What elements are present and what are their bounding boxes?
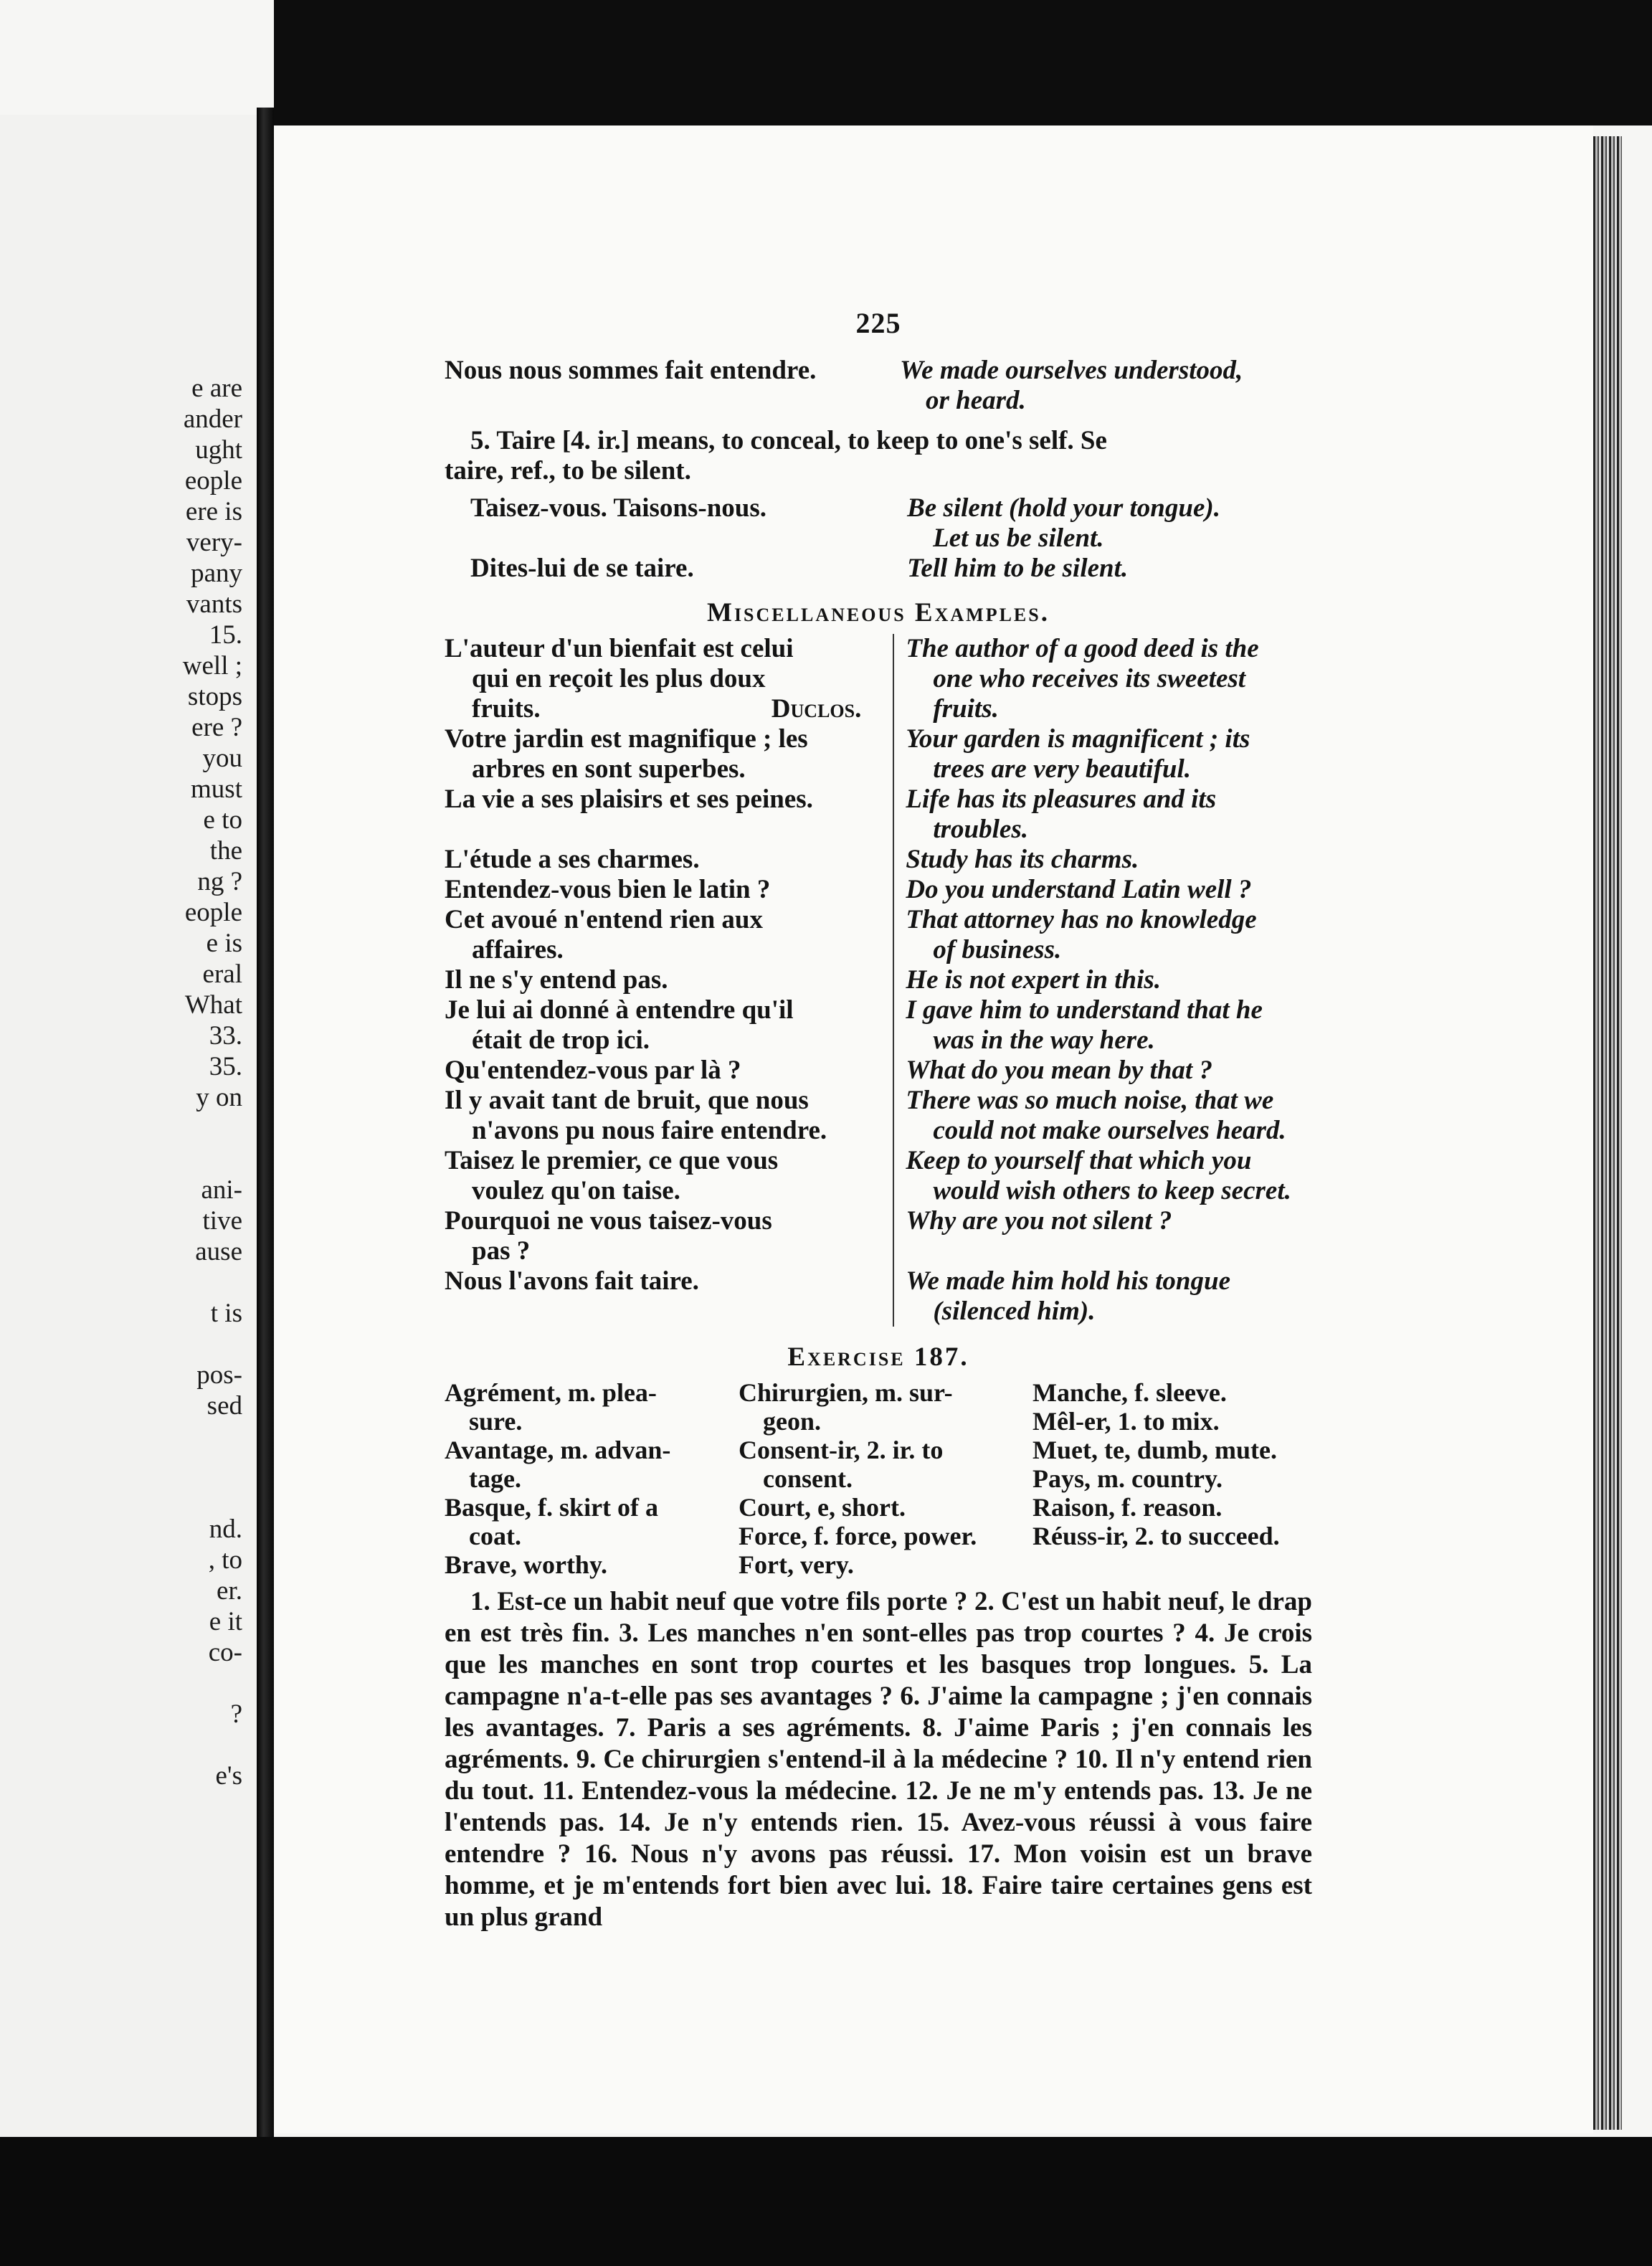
left-page-fragment: very- [186, 528, 242, 557]
vocab-entry: Consent-ir, 2. ir. to [739, 1436, 944, 1464]
vocab-entry: Fort, very. [739, 1550, 854, 1579]
english-line: Your garden is magnificent ; its [906, 724, 1250, 754]
left-page-fragment: ? [230, 1700, 242, 1729]
french-line: était de trop ici. [472, 1025, 650, 1055]
english-line: That attorney has no knowledge [906, 905, 1257, 934]
vocab-entry: geon. [763, 1407, 821, 1436]
english-line: There was so much noise, that we [906, 1086, 1274, 1115]
french-line: La vie a ses plaisirs et ses peines. [445, 784, 813, 814]
left-page-text-fragments [156, 373, 242, 1791]
left-page-fragment: 35. [209, 1052, 242, 1081]
english-line: was in the way here. [933, 1025, 1155, 1055]
vocab-entry: consent. [763, 1464, 853, 1493]
misc-french-column [445, 634, 894, 1327]
vocab-entry: Réuss-ir, 2. to succeed. [1032, 1522, 1280, 1550]
english-line: We made him hold his tongue [906, 1266, 1230, 1296]
french-line: Entendez-vous bien le latin ? [445, 875, 771, 904]
left-page-fragment: ught [195, 435, 242, 465]
french-line-with-attribution [445, 694, 883, 724]
left-page-fragment: e are [191, 374, 242, 403]
french-line: Qu'entendez-vous par là ? [445, 1056, 741, 1085]
left-page [0, 115, 257, 2137]
left-page-fragment: eople [184, 898, 242, 927]
example-english-line: Be silent (hold your tongue). [907, 493, 1220, 523]
example-pair [445, 554, 1312, 584]
left-page-fragment [156, 1113, 242, 1144]
english-line: Keep to yourself that which you [906, 1146, 1252, 1175]
example-english: Tell him to be silent. [907, 554, 1129, 583]
rule-line: 5. Taire [4. ir.] means, to conceal, to keep to one's self. Se [470, 426, 1107, 455]
book-gutter [257, 108, 274, 2137]
french-line: L'étude a ses charmes. [445, 845, 700, 874]
left-page-fragment: co- [208, 1638, 242, 1667]
rule-paragraph [445, 426, 1312, 486]
example-english-line: We made ourselves understood, [900, 356, 1243, 385]
french-line: Cet avoué n'entend rien aux [445, 905, 763, 934]
left-page-fragment: 15. [209, 620, 242, 650]
left-page-fragment: eople [184, 466, 242, 496]
vocab-entry: Brave, worthy. [445, 1550, 607, 1579]
left-page-fragment: vants [186, 589, 242, 619]
vocab-entry: Mêl-er, 1. to mix. [1032, 1407, 1220, 1436]
vocab-entry: Basque, f. skirt of a [445, 1493, 659, 1522]
left-page-fragment [156, 1329, 242, 1360]
french-line: Je lui ai donné à entendre qu'il [445, 995, 794, 1025]
left-page-fragment: must [191, 774, 242, 804]
example-french: Nous nous sommes fait entendre. [445, 356, 817, 385]
left-page-fragment: ause [195, 1237, 242, 1266]
english-line: Do you understand Latin well ? [906, 875, 1252, 904]
french-line: Taisez le premier, ce que vous [445, 1146, 779, 1175]
left-page-fragment: e's [215, 1761, 242, 1791]
vocab-entry: Raison, f. reason. [1032, 1493, 1223, 1522]
left-page-fragment: tive [202, 1206, 242, 1236]
example-pair [445, 493, 1312, 554]
left-page-fragment: ere is [185, 497, 242, 526]
example-pair [445, 356, 1312, 416]
example-english [900, 356, 1312, 416]
example-english [907, 493, 1312, 554]
french-line: n'avons pu nous faire entendre. [472, 1116, 827, 1145]
vocab-entry: Manche, f. sleeve. [1032, 1378, 1227, 1407]
page-number: 225 [855, 307, 901, 339]
left-page-fragment: stops [187, 682, 242, 711]
example-english-line: Let us be silent. [933, 523, 1104, 553]
english-line: The author of a good deed is the [906, 634, 1259, 663]
left-page-fragment: nd. [209, 1514, 242, 1544]
example-french: Taisez-vous. Taisons-nous. [470, 493, 766, 523]
english-line: troubles. [933, 815, 1028, 844]
left-page-fragment: e to [203, 805, 242, 835]
vocabulary-column [739, 1378, 1018, 1579]
english-line: What do you mean by that ? [906, 1056, 1212, 1085]
example-french: Dites-lui de se taire. [470, 554, 694, 583]
english-line: I gave him to understand that he [906, 995, 1263, 1025]
exercise-text: 1. Est-ce un habit neuf que votre fils porte ? 2. C'est un habit neuf, le drap en est très fin. 3. Les manches n'en sont-elles pas trop courtes ? 4. Je crois que les manches en sont trop courtes et les basques trop longues. 5. La campagne n'a-t-elle pas ses avantages ? 6. J'aime la campagne ; j'en connais les avantages. 7. Paris a ses agréments. 8. J'aime Paris ; j'en connais les agréments. 9. Ce chirurgien s'entend-il à la médecine ? 10. Il n'y entend rien du tout. 11. Entendez-vous la médecine. 12. Je ne m'y entends pas. 13. Je ne l'entends pas. 14. Je n'y entends rien. 15. Avez-vous réussi à vous faire entendre ? 16. Nous n'y avons pas réussi. 17. Mon voisin est un brave homme, et je m'entends fort bien avec lui. 18. Faire taire certaines gens est un plus grand [445, 1587, 1312, 1932]
english-line: would wish others to keep secret. [933, 1176, 1291, 1205]
french-line: Nous l'avons fait taire. [445, 1266, 699, 1296]
left-page-fragment: t is [210, 1299, 242, 1328]
left-page-fragment: ere ? [191, 713, 242, 742]
french-line: Il ne s'y entend pas. [445, 965, 668, 995]
vocab-entry: Chirurgien, m. sur- [739, 1378, 953, 1407]
exercise-heading: Exercise 187. [787, 1342, 969, 1372]
french-line: pas ? [472, 1236, 531, 1266]
left-page-fragment: pos- [196, 1360, 242, 1390]
french-line: qui en reçoit les plus doux [472, 664, 766, 693]
misc-english-column [894, 634, 1312, 1327]
left-page-fragment: e is [206, 929, 242, 958]
vocab-entry: Pays, m. country. [1032, 1464, 1223, 1493]
french-line: fruits. [472, 694, 541, 724]
vocab-entry: tage. [469, 1464, 521, 1493]
page-content [445, 308, 1312, 1933]
page-edges [1593, 136, 1622, 2130]
french-line: Votre jardin est magnifique ; les [445, 724, 808, 754]
english-line: Life has its pleasures and its [906, 784, 1217, 814]
vocab-entry: sure. [469, 1407, 523, 1436]
left-page-fragment [156, 1483, 242, 1514]
author-attribution: Duclos. [771, 694, 862, 724]
vocabulary-list [445, 1378, 1312, 1579]
english-line: trees are very beautiful. [933, 754, 1192, 784]
french-line: voulez qu'on taise. [472, 1176, 680, 1205]
english-line: (silenced him). [933, 1296, 1096, 1326]
scan-bottom-border [0, 2137, 1652, 2266]
english-line: one who receives its sweetest [933, 664, 1246, 693]
french-line: affaires. [472, 935, 564, 964]
french-line: arbres en sont superbes. [472, 754, 746, 784]
left-page-fragment: ng ? [197, 867, 242, 896]
english-line: of business. [933, 935, 1062, 964]
left-page-fragment: ander [183, 404, 242, 434]
vocab-entry: Force, f. force, power. [739, 1522, 977, 1550]
misc-examples [445, 634, 1312, 1327]
vocab-entry: Court, e, short. [739, 1493, 906, 1522]
vocab-entry: coat. [469, 1522, 521, 1550]
section-heading: Miscellaneous Examples. [707, 598, 1050, 627]
left-page-fragment: the [209, 836, 242, 866]
english-line: fruits. [933, 694, 999, 724]
english-line: could not make ourselves heard. [933, 1116, 1286, 1145]
left-page-fragment: e it [209, 1607, 242, 1636]
left-page-fragment [156, 1144, 242, 1175]
left-page-fragment: 33. [209, 1021, 242, 1051]
vocab-entry: Agrément, m. plea- [445, 1378, 657, 1407]
french-line: Pourquoi ne vous taisez-vous [445, 1206, 772, 1236]
left-page-fragment: What [184, 990, 242, 1020]
english-line: Why are you not silent ? [906, 1206, 1172, 1236]
scan-top-border [274, 0, 1652, 125]
vocabulary-column [445, 1378, 724, 1579]
left-page-fragment: sed [206, 1391, 242, 1421]
left-page-fragment: eral [202, 959, 242, 989]
example-english-line: or heard. [926, 386, 1026, 415]
english-line: He is not expert in this. [906, 965, 1162, 995]
vocab-entry: Avantage, m. advan- [445, 1436, 671, 1464]
french-line: Il y avait tant de bruit, que nous [445, 1086, 809, 1115]
left-page-fragment: pany [191, 559, 242, 588]
left-page-fragment: , to [208, 1545, 242, 1575]
english-line: Study has its charms. [906, 845, 1139, 874]
left-page-fragment [156, 1730, 242, 1760]
vocab-entry: Muet, te, dumb, mute. [1032, 1436, 1277, 1464]
left-page-fragment: well ; [182, 651, 242, 681]
left-page-fragment: er. [217, 1576, 242, 1606]
french-line: L'auteur d'un bienfait est celui [445, 634, 794, 663]
left-page-fragment: ani- [201, 1175, 242, 1205]
left-page-fragment [156, 1267, 242, 1298]
left-page-fragment [156, 1668, 242, 1699]
left-page-fragment [156, 1452, 242, 1483]
rule-line: taire, ref., to be silent. [445, 456, 691, 485]
left-page-fragment: you [202, 744, 242, 773]
left-page-fragment [156, 1421, 242, 1452]
left-page-fragment: y on [196, 1083, 242, 1112]
vocabulary-column [1032, 1378, 1312, 1579]
